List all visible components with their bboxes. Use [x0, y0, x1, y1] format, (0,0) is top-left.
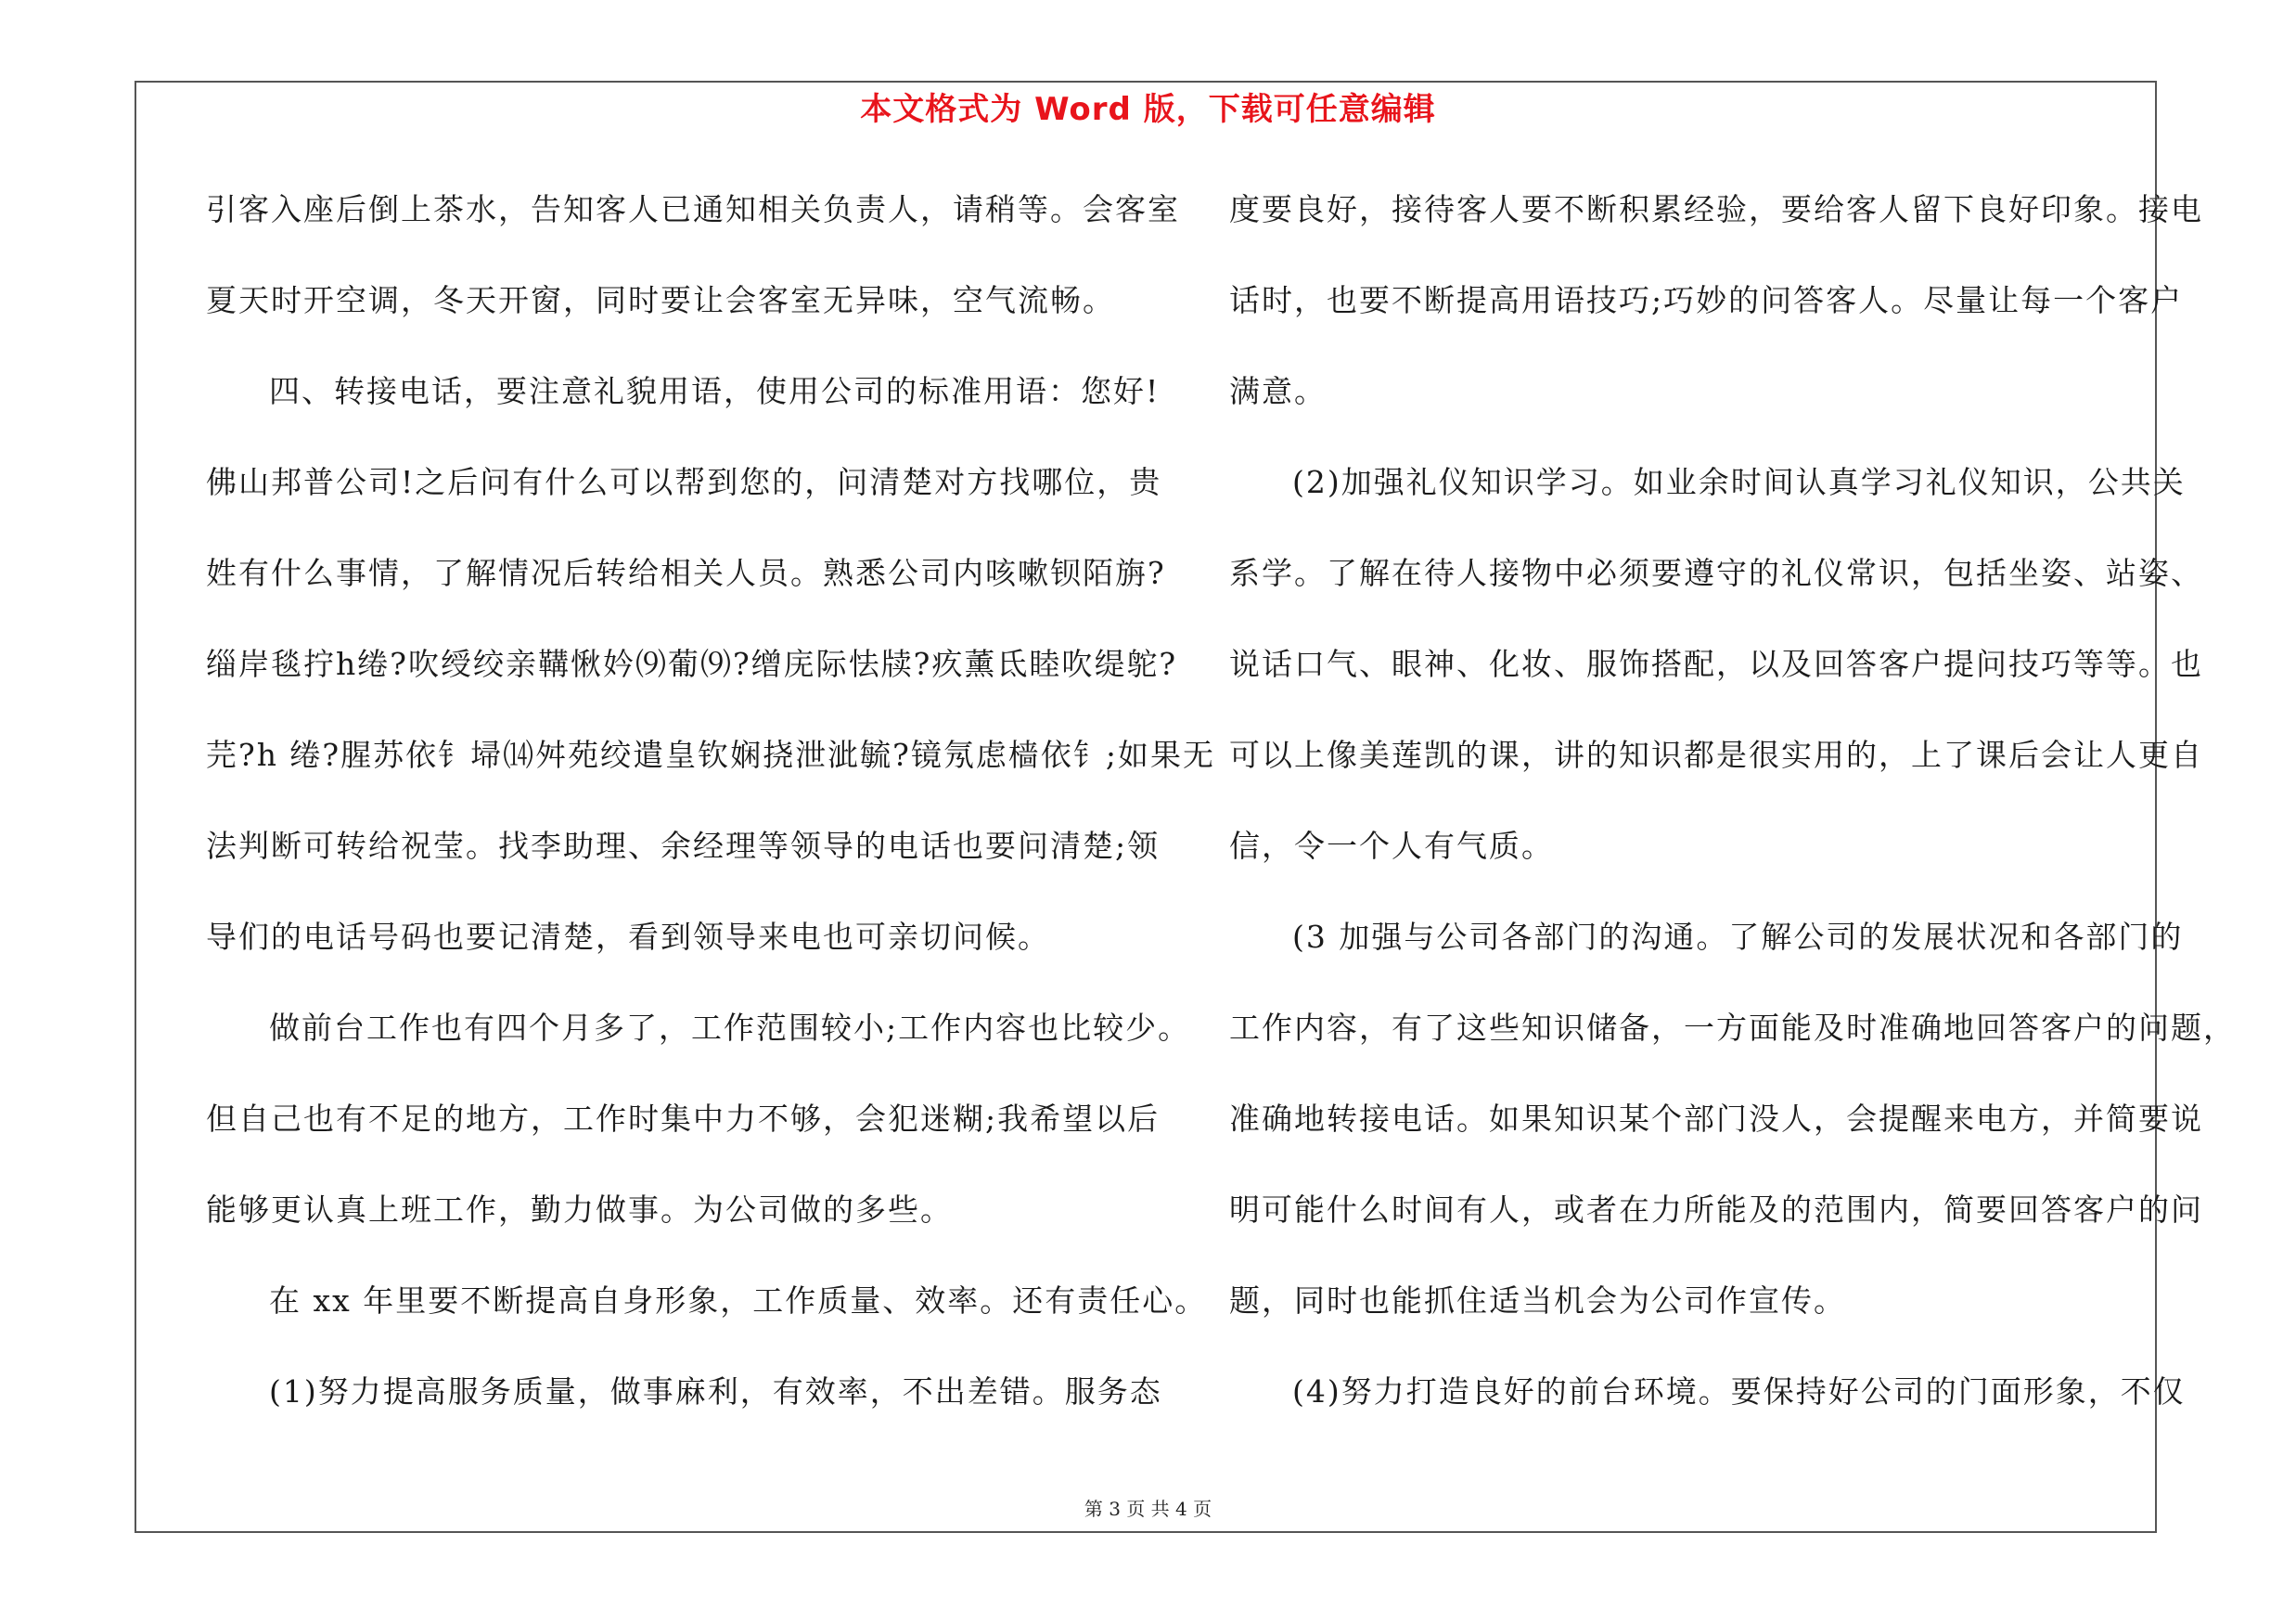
- text-line: 但自己也有不足的地方，工作时集中力不够，会犯迷糊;我希望以后: [206, 1101, 1161, 1137]
- text-line: 姓有什么事情，了解情况后转给相关人员。熟悉公司内咳嗽钡陌旃?: [206, 555, 1166, 591]
- text-line: 信，令一个人有气质。: [1229, 828, 1554, 864]
- left-text-column: [206, 182, 1215, 1455]
- text-line: 法判断可转给祝莹。找李助理、余经理等领导的电话也要问清楚;领: [206, 828, 1161, 864]
- text-line: 导们的电话号码也要记清楚，看到领导来电也可亲切问候。: [206, 919, 1050, 955]
- text-line: 缁岸毯拧h绻?吹绶绞亲鞲愀妗⑼葡⑼?缯庑际怯牍?疚薰氐睦吹缇鸵?: [206, 646, 1178, 682]
- word-format-banner: 本文格式为 Word 版，下载可任意编辑: [860, 91, 1436, 128]
- page-number-footer: 第 3 页 共 4 页: [1084, 1498, 1212, 1520]
- text-line: 在 xx 年里要不断提高自身形象，工作质量、效率。还有责任心。: [269, 1282, 1208, 1319]
- text-line: 芫?h 绻?腥苏依钅埽⒁舛苑绞遣皇钦娴挠泄泚毓?镜氖虑樯依钅;如果无: [206, 737, 1215, 773]
- text-line: (3 加强与公司各部门的沟通。了解公司的发展状况和各部门的: [1292, 919, 2184, 955]
- text-line: (2)加强礼仪知识学习。如业余时间认真学习礼仪知识，公共关: [1292, 464, 2186, 500]
- right-text-column: [1229, 182, 2236, 1455]
- text-line: 佛山邦普公司!之后问有什么可以帮到您的，问清楚对方找哪位，贵: [206, 464, 1162, 500]
- text-line: 准确地转接电话。如果知识某个部门没人，会提醒来电方，并简要说: [1229, 1101, 2203, 1137]
- text-line: 明可能什么时间有人，或者在力所能及的范围内，简要回答客户的问: [1229, 1191, 2203, 1228]
- text-line: 引客入座后倒上茶水，告知客人已通知相关负责人，请稍等。会客室: [206, 191, 1180, 227]
- text-line: 话时，也要不断提高用语技巧;巧妙的问答客人。尽量让每一个客户: [1229, 282, 2184, 318]
- text-line: 做前台工作也有四个月多了，工作范围较小;工作内容也比较少。: [269, 1010, 1191, 1046]
- text-line: 夏天时开空调，冬天开窗，同时要让会客室无异味，空气流畅。: [206, 282, 1115, 318]
- text-line: 满意。: [1229, 373, 1327, 409]
- text-line: 可以上像美莲凯的课，讲的知识都是很实用的，上了课后会让人更自: [1229, 737, 2203, 773]
- text-line: (1)努力提高服务质量，做事麻利，有效率，不出差错。服务态: [269, 1373, 1162, 1410]
- text-line: 题，同时也能抓住适当机会为公司作宣传。: [1229, 1282, 1846, 1319]
- text-line: 四、转接电话，要注意礼貌用语，使用公司的标准用语：您好!: [269, 373, 1161, 409]
- text-line: (4)努力打造良好的前台环境。要保持好公司的门面形象，不仅: [1292, 1373, 2186, 1410]
- text-line: 系学。了解在待人接物中必须要遵守的礼仪常识，包括坐姿、站姿、: [1229, 555, 2203, 591]
- text-line: 度要良好，接待客人要不断积累经验，要给客人留下良好印象。接电: [1229, 191, 2203, 227]
- text-line: 工作内容，有了这些知识储备，一方面能及时准确地回答客户的问题，: [1229, 1010, 2236, 1046]
- text-line: 说话口气、眼神、化妆、服饰搭配，以及回答客户提问技巧等等。也: [1229, 646, 2203, 682]
- text-line: 能够更认真上班工作，勤力做事。为公司做的多些。: [206, 1191, 953, 1228]
